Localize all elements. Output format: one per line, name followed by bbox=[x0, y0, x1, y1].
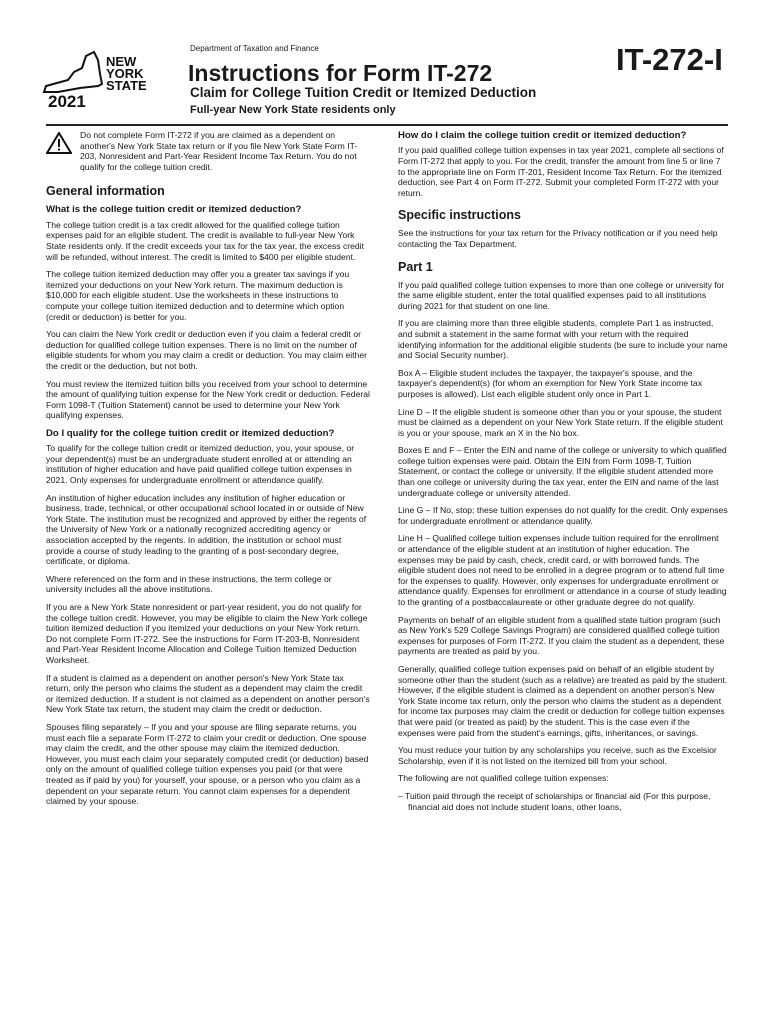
paragraph: If you paid qualified college tuition expenses to more than one college or university for the same eligible student, enter the total qualified expenses paid to all institutions during 2021 for that student on one line. bbox=[398, 279, 725, 311]
paragraph: The college tuition credit is a tax credit allowed for the qualified college tuition expenses paid for an eligible student. The credit is available to full-year New York State residents only. If the credit exceeds your tax for the tax year, the excess credit will be refunded, without interest. The credit is limited to $400 per eligible student. bbox=[46, 219, 364, 262]
paragraph: If you are claiming more than three eligible students, complete Part 1 as instructed, and submit a statement in the same format with your return with the required identifying information for the additional eligible students (be sure to include your name and Social Security number). bbox=[398, 318, 728, 361]
paragraph: Line D – If the eligible student is someone other than you or your spouse, the student must be claimed as a dependent on your New York State return. If the eligible student is you or your spouse, mark an X in the No box. bbox=[398, 406, 723, 438]
logo-year: 2021 bbox=[48, 92, 86, 111]
paragraph: Where referenced on the form and in these instructions, the term college or university includes all the above institutions. bbox=[46, 573, 332, 595]
paragraph: Spouses filing separately – If you and your spouse are filing separate returns, you must each file a separate Form IT-272 to claim your credit or deduction. One spouse may claim the credit, and the other spouse may claim the itemized deduction. However, you must each claim your separately computed credit (or deduction) based only on the amount of qualified college tuition expenses you paid (or that were treated as if paid by you) for yourself, your spouse, or a person who you claim as a dependent on your separate return. You cannot claim expenses for a dependent claimed by your spouse. bbox=[46, 721, 369, 807]
paragraph: An institution of higher education includes any institution of higher education or business, trade, technical, or other occupational school located in or outside of New York State. The institution must be recognized and approved by either the regents of the University of New York or a nationally recognized accrediting agency or association accepted by the regents. In addition, the institution or school must provide a course of study leading to the granting of a post-secondary degree, certificate, or diploma. bbox=[46, 492, 367, 567]
warning-box bbox=[46, 130, 370, 172]
paragraph: If you paid qualified college tuition expenses in tax year 2021, complete all sections of Form IT-272 that apply to you. For the credit, transfer the amount from line 5 or line 7 to the appropriate line on Form IT-201, Resident Income Tax Return. For the itemized deduction, see Part 4 on Form IT-272. Submit your completed Form IT-272 with your return. bbox=[398, 145, 724, 198]
paragraph: Line H – Qualified college tuition expenses include tuition required for the enrollment or attendance of the eligible student at an institution of higher education. The expenses may be paid by cash, check, credit card, or with borrowed funds. The eligible student does not need to be enrolled in a degree program or to attend full time for the expenses to qualify. However, only expenses for undergraduate enrollment or attendance qualify. Expenses for enrollment or attendance in a course of study leading to the granting of a postbaccalaureate or other graduate degree do not qualify. bbox=[398, 533, 727, 607]
paragraph: You must review the itemized tuition bills you received from your school to determine the amount of qualifying tuition expense for the New York credit or deduction. Federal Form 1098-T (Tuition Statement) cannot be used to determine your New York qualifying expenses. bbox=[46, 378, 370, 421]
nys-logo bbox=[38, 50, 148, 110]
paragraph: Payments on behalf of an eligible student from a qualified state tuition program (such as New York's 529 College Savings Program) are considered qualified college tuition expenses for purposes of Form IT-272. If you claim the student as a dependent, these payments are treated as paid by you. bbox=[398, 614, 725, 657]
new-york-state-map-icon bbox=[38, 50, 108, 96]
logo-state-text: NEW YORK STATE bbox=[106, 54, 147, 93]
question-what-is: What is the college tuition credit or itemized deduction? bbox=[46, 204, 302, 216]
warning-text: Do not complete Form IT-272 if you are claimed as a dependent on another's New York State tax return or if you file New York State Form IT-203, Nonresident and Part-Year Resident Income Tax Return. You do not qualify for the college tuition credit. bbox=[80, 130, 358, 172]
paragraph: If a student is claimed as a dependent on another person's New York State tax return, only the person who claims the student as a dependent may claim the credit or itemized deduction. If a student is not claimed as a dependent on another person's New York State tax return, the student may claim the credit or deduction. bbox=[46, 672, 370, 715]
section-specific-heading: Specific instructions bbox=[398, 208, 521, 223]
part1-heading: Part 1 bbox=[398, 259, 433, 274]
paragraph: The following are not qualified college tuition expenses: bbox=[398, 773, 609, 784]
form-id: IT-272-I bbox=[616, 42, 723, 77]
paragraph: You can claim the New York credit or deduction even if you claim a federal credit or deduction for qualified college tuition expenses. There is no limit on the number of eligible students for whom you may claim a credit or deduction. You may claim either the credit or the deduction, but not both. bbox=[46, 329, 367, 371]
department-name: Department of Taxation and Finance bbox=[190, 44, 319, 53]
paragraph: See the instructions for your tax return for the Privacy notification or if you need help contacting the Tax Department. bbox=[398, 228, 718, 249]
header-divider bbox=[46, 124, 728, 126]
page-subtitle: Claim for College Tuition Credit or Itemized Deduction bbox=[190, 85, 537, 100]
left-column bbox=[46, 130, 370, 814]
paragraph: Box A – Eligible student includes the taxpayer, the taxpayer's spouse, and the taxpayer's dependent(s) (for whom an exemption for New York State income tax purposes is allowed). List each eligible student only once in Part 1. bbox=[398, 367, 703, 399]
paragraph: If you are a New York State nonresident or part-year resident, you do not qualify for the college tuition credit. However, you may be eligible to claim the New York college tuition itemized deduction if you itemized your deductions on your New York return. Do not complete Form IT-272. See the instructions for Form IT-203-B, Nonresident and Part-Year Resident Income Allocation and College Tuition Itemized Deduction Worksheet. bbox=[46, 602, 368, 665]
question-how-to-claim: How do I claim the college tuition credit or itemized deduction? bbox=[398, 130, 687, 141]
paragraph: Line G – If No, stop; these tuition expenses do not qualify for the credit. Only expenses for undergraduate enrollment or attendance qualify. bbox=[398, 505, 728, 526]
section-general-heading: General information bbox=[46, 184, 165, 199]
page-title: Instructions for Form IT-272 bbox=[188, 60, 493, 86]
warning-icon bbox=[46, 132, 72, 154]
paragraph: Boxes E and F – Enter the EIN and name of the college or university to which qualified college tuition expenses were paid. Obtain the EIN from Form 1098-T, Tuition Statement, or contact the college or university. If the eligible student attended more than one college or university during the tax year, enter the EIN and name of the last undergraduate college or university attended. bbox=[398, 445, 727, 498]
right-column bbox=[398, 130, 728, 819]
paragraph: To qualify for the college tuition credit or itemized deduction, you, your spouse, or your dependent(s) must be an undergraduate student enrolled at or attending an institution of higher education and have paid qualified college tuition expenses in 2021. Only expenses for undergraduate enrollment or attendance qualify. bbox=[46, 443, 355, 486]
residency-note: Full-year New York State residents only bbox=[190, 104, 396, 116]
question-do-i-qualify: Do I qualify for the college tuition credit or itemized deduction? bbox=[46, 427, 335, 439]
paragraph: You must reduce your tuition by any scholarships you receive, such as the Excelsior Scholarship, even if it is not listed on the itemized bill from your school. bbox=[398, 745, 717, 766]
paragraph: The college tuition itemized deduction may offer you a greater tax savings if you itemized your deductions on your New York return. The maximum deduction is $10,000 for each eligible student. Use the worksheets in these instructions to compute your college tuition itemized deduction and to determine which option (credit or deduction) is better for you. bbox=[46, 269, 350, 322]
paragraph: Generally, qualified college tuition expenses paid on behalf of an eligible student by someone other than the student (such as a relative) are treated as paid by the student. However, if the eligible student is claimed as a dependent on another person's New York State income tax return, only the person who claims the student as a dependent for income tax purposes may claim the credit or deduction for college tuition expenses that were paid (or treated as paid) by the student. This is the case even if the expenses were paid from the student's earnings, gifts, inheritances, or savings. bbox=[398, 663, 728, 738]
list-item: – Tuition paid through the receipt of scholarships or financial aid (For this purpose, financial aid does not include student loans, other loans, bbox=[398, 790, 711, 812]
